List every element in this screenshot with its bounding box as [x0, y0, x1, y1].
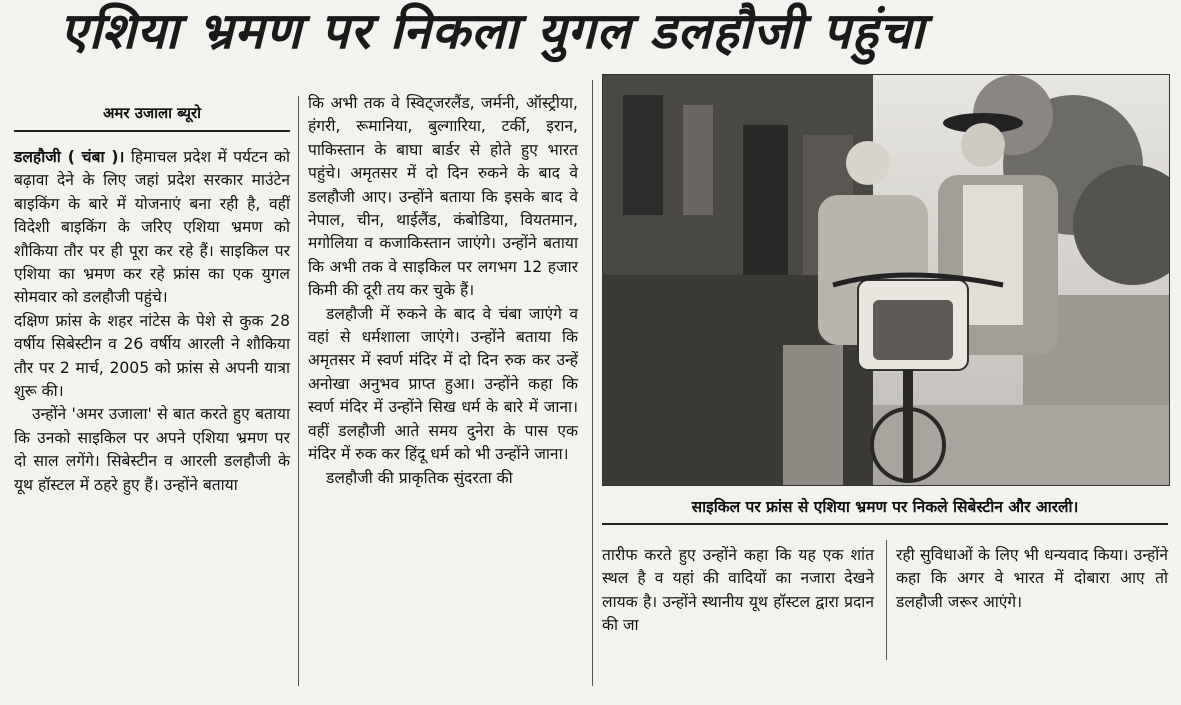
paragraph-1-text: हिमाचल प्रदेश में पर्यटन को बढ़ावा देने के लिए जहां प्रदेश सरकार माउंटेन बाइकिंग के बारे में योजनाएं बना रही है, वहीं विदेशी बाइकिंग के जरिए एशिया भ्रमण को शौकिया तौर पर ही पूरा कर रहे हैं। साइकिल पर एशिया का भ्रमण कर रहे फ्रांस का एक युगल सोमवार को डलहौजी पहुंचे। — [14, 148, 291, 307]
paragraph-4: कि अभी तक वे स्विट्जरलैंड, जर्मनी, ऑस्ट्रीया, हंगरी, रूमानिया, बुल्गारिया, टर्की, इरान, पाकिस्तान के बाघा बार्डर से होते हुए भारत पहुंचे। अमृतसर में दो दिन रुकने के बाद वे डलहौजी आए। उन्होंने बताया कि इसके बाद वे नेपाल, चीन, थाईलैंड, कंबोडिया, वियतमान, मगोलिया व कजाकिस्तान जाएंगे। उन्होंने बताया कि अभी तक वे साइकिल पर लगभग 12 हजार किमी की दूरी तय कर चुके हैं। — [308, 94, 578, 300]
paragraph-3: उन्होंने 'अमर उजाला' से बात करते हुए बताया कि उनको साइकिल पर अपने एशिया भ्रमण पर दो साल लगेंगे। सिबेस्टीन व आरली डलहौजी के यूथ हॉस्टल में ठहरे हुए हैं। उन्होंने बताया — [14, 405, 290, 494]
article-column-2 — [308, 92, 578, 490]
byline: अमर उजाला ब्यूरो — [14, 100, 290, 132]
column-divider — [298, 96, 299, 686]
column-divider — [592, 80, 593, 686]
paragraph-1 — [14, 146, 290, 310]
article-column-3 — [602, 544, 874, 638]
article-column-4 — [896, 544, 1168, 614]
dateline: डलहौजी ( चंबा )। — [14, 148, 125, 166]
article-column-1 — [14, 146, 290, 497]
news-photo — [602, 74, 1170, 486]
caption-rule — [602, 523, 1168, 525]
photo-caption: साइकिल पर फ्रांस से एशिया भ्रमण पर निकले सिबेस्टीन और आरली। — [691, 498, 1079, 516]
paragraph-6: डलहौजी की प्राकृतिक सुंदरता की — [326, 468, 513, 487]
cyclists-photo-graphic — [603, 75, 1169, 485]
paragraph-5: डलहौजी में रुकने के बाद वे चंबा जाएंगे व वहां से धर्मशाला जाएंगे। उन्होंने बताया कि अमृतसर में स्वर्ण मंदिर में दो दिन रुक कर उन्हें अनोखा अनुभव प्राप्त हुआ। उन्होंने कहा कि स्वर्ण मंदिर में उन्होंने सिख धर्म के बारे में जाना। वहीं डलहौजी आते समय दुनेरा के पास एक मंदिर में रुक कर हिंदू धर्म को भी उन्होंने जाना। — [308, 304, 578, 464]
headline: एशिया भ्रमण पर निकला युगल डलहौजी पहुंचा — [60, 2, 925, 60]
paragraph-2: दक्षिण फ्रांस के शहर नांटेस के पेशे से कुक 28 वर्षीय सिबेस्टीन व 26 वर्षीय आरली ने शौकिया तौर पर 2 मार्च, 2005 को फ्रांस से अपनी यात्रा शुरू की। — [14, 311, 290, 401]
column-divider — [886, 540, 887, 660]
paragraph-8: रही सुविधाओं के लिए भी धन्यवाद किया। उन्होंने कहा कि अगर वे भारत में दोबारा आए तो डलहौजी जरूर आएंगे। — [896, 546, 1168, 611]
paragraph-7: तारीफ करते हुए उन्होंने कहा कि यह एक शांत स्थल है व यहां की वादियों का नजारा देखने लायक है। उन्होंने स्थानीय यूथ हॉस्टल द्वारा प्रदान की जा — [602, 546, 874, 635]
